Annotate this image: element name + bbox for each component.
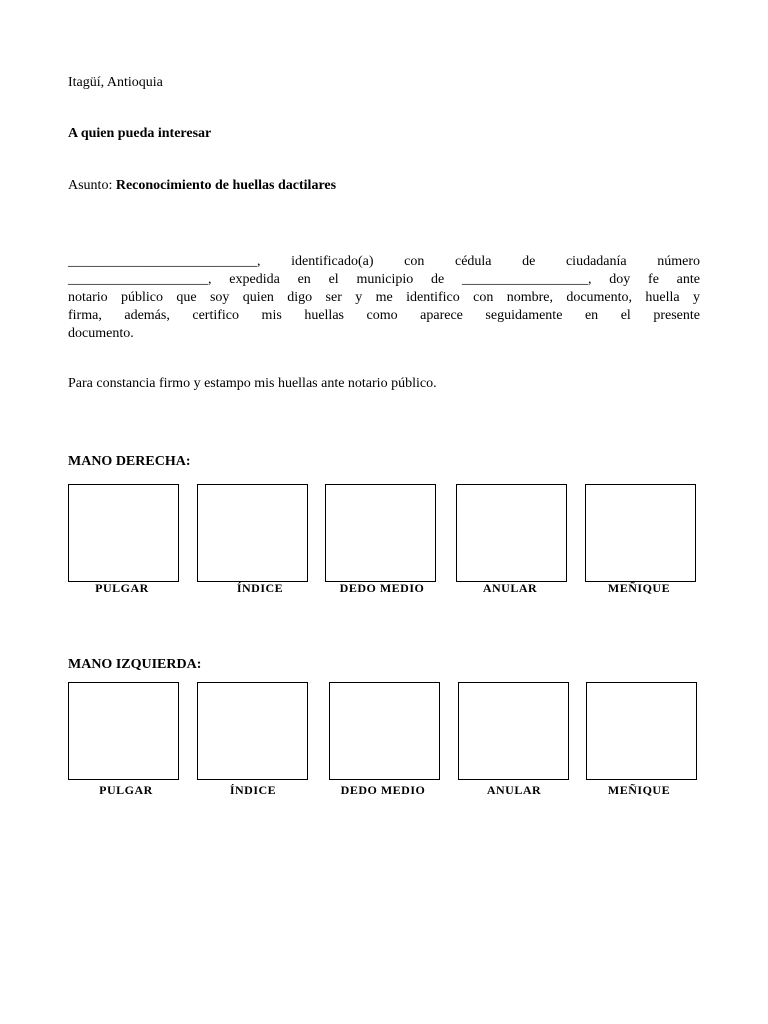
left-middle-box[interactable] (329, 682, 440, 780)
right-index-label: ÍNDICE (236, 581, 284, 595)
location-line: Itagüí, Antioquia (68, 75, 163, 90)
subject-text: Reconocimiento de huellas dactilares (115, 178, 337, 193)
right-middle-label: DEDO MEDIO (339, 581, 425, 595)
body-line-1: ___________________________, identificado(a) con cédula de ciudadanía número (68, 254, 700, 269)
right-middle-box[interactable] (325, 484, 436, 582)
right-ring-box[interactable] (456, 484, 567, 582)
body-line-5: documento. (68, 326, 134, 341)
body-line-3: notario público que soy quien digo ser y me identifico con nombre, documento, huella y (68, 290, 700, 305)
left-index-label: ÍNDICE (229, 783, 277, 797)
left-thumb-box[interactable] (68, 682, 179, 780)
right-ring-label: ANULAR (482, 581, 538, 595)
right-pinky-label: MEÑIQUE (607, 581, 671, 595)
right-thumb-label: PULGAR (95, 581, 149, 595)
left-pinky-label: MEÑIQUE (607, 783, 671, 797)
body-line-2: ____________________, expedida en el municipio de __________________, doy fe ante (68, 272, 700, 287)
left-thumb-label: PULGAR (99, 783, 153, 797)
right-index-box[interactable] (197, 484, 308, 582)
left-ring-box[interactable] (458, 682, 569, 780)
recipient-line: A quien pueda interesar (68, 126, 212, 141)
subject-line (68, 177, 336, 195)
body-line-4: firma, además, certifico mis huellas como aparece seguidamente en el presente (68, 308, 700, 323)
right-pinky-box[interactable] (585, 484, 696, 582)
closing-line: Para constancia firmo y estampo mis huellas ante notario público. (68, 376, 437, 391)
left-pinky-box[interactable] (586, 682, 697, 780)
left-ring-label: ANULAR (486, 783, 542, 797)
right-thumb-box[interactable] (68, 484, 179, 582)
right-hand-title: MANO DERECHA: (68, 454, 191, 469)
left-hand-title: MANO IZQUIERDA: (68, 657, 202, 672)
left-index-box[interactable] (197, 682, 308, 780)
left-middle-label: DEDO MEDIO (340, 783, 426, 797)
subject-label: Asunto: (68, 178, 113, 193)
